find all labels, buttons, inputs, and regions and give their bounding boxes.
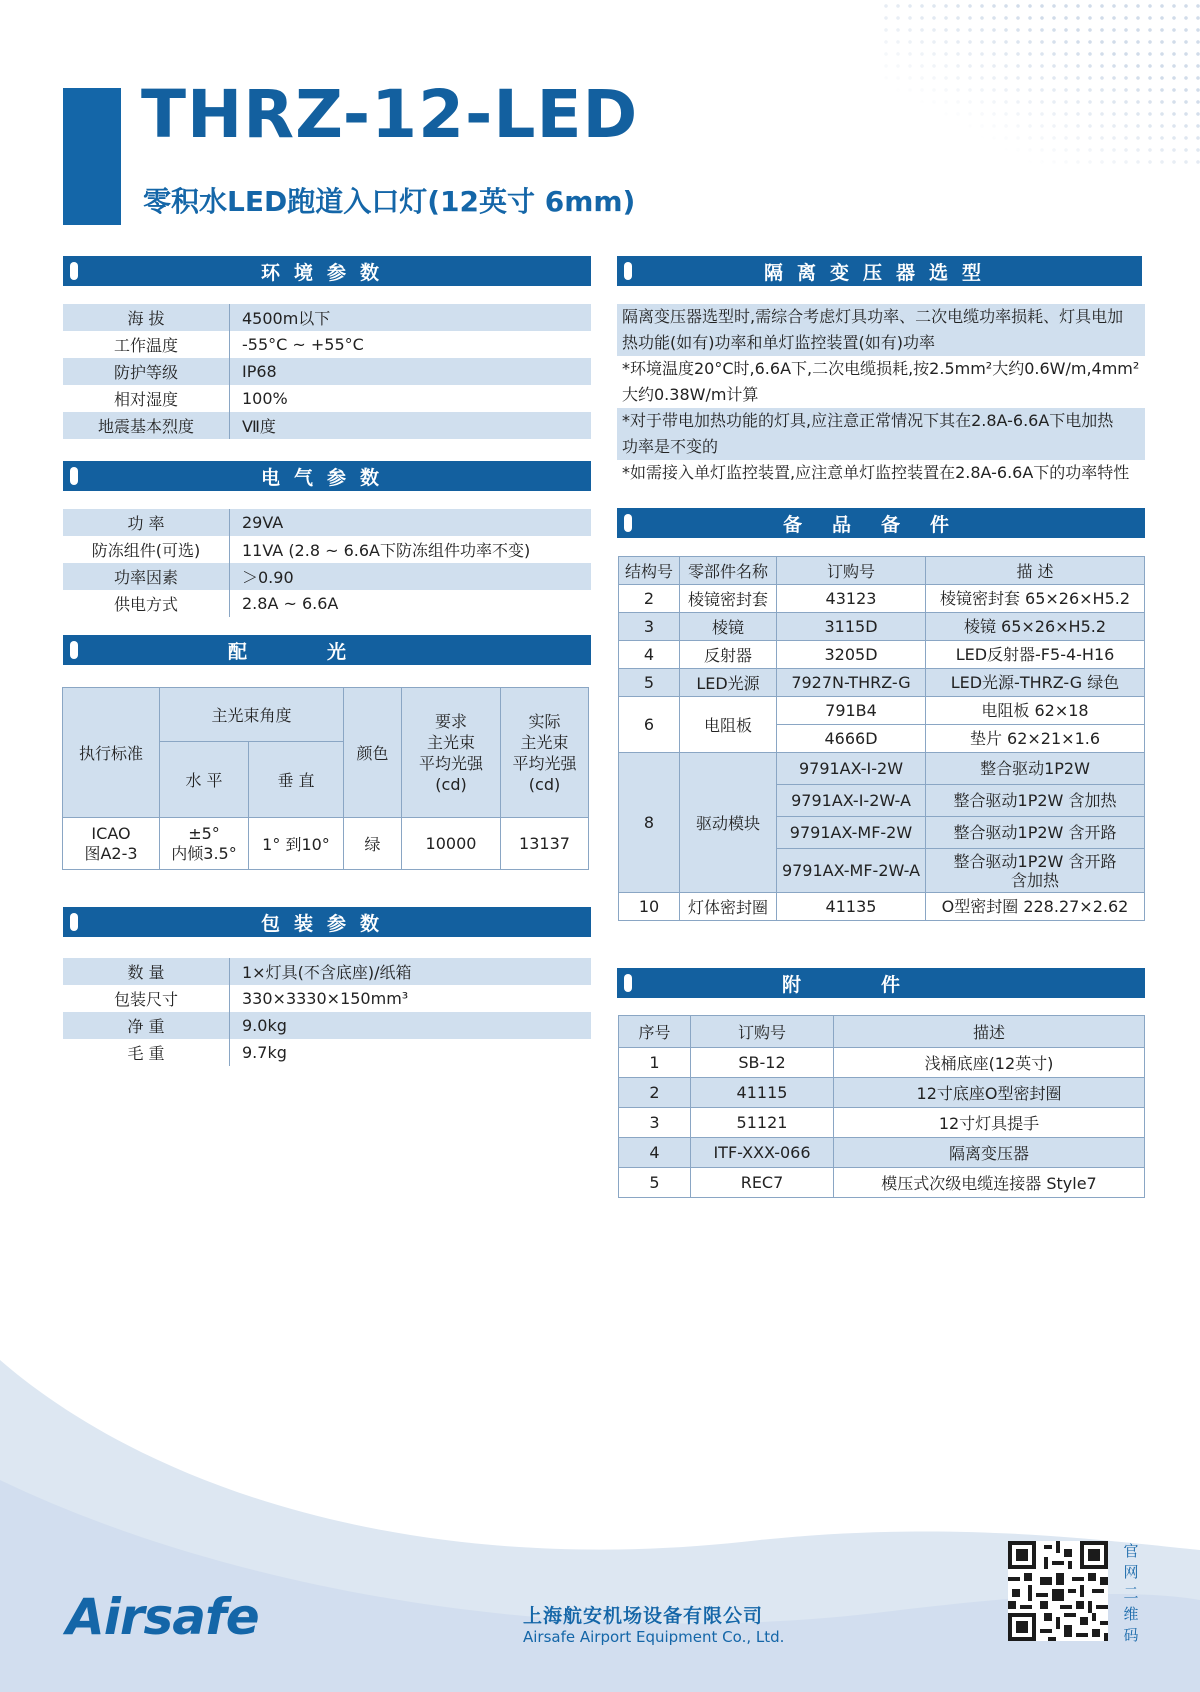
pack-row (63, 958, 591, 985)
accessories-no: 3 (619, 1108, 691, 1138)
env-value: 4500m以下 (242, 309, 331, 328)
section-transformer-header: 隔离变压器选型 (617, 256, 1142, 286)
env-value: Ⅶ度 (242, 417, 276, 436)
section-pill-icon (70, 641, 78, 659)
spares-name: 电阻板 (680, 697, 777, 753)
pack-label: 毛 重 (63, 1039, 230, 1066)
accessories-code: 41115 (691, 1078, 834, 1108)
accessories-header-row (619, 1016, 1145, 1048)
env-row (63, 358, 591, 385)
elec-value: ＞0.90 (242, 568, 294, 587)
optics-h-required: 要求 主光束 平均光强 (cd) (402, 688, 501, 818)
optics-actual: 13137 (501, 818, 589, 870)
env-label: 防护等级 (63, 358, 230, 385)
transformer-note-line: 隔离变压器选型时,需综合考虑灯具功率、二次电缆功率损耗、灯具电加 (617, 304, 1145, 330)
accessories-row (619, 1138, 1145, 1168)
spares-no: 5 (619, 669, 680, 697)
elec-label: 供电方式 (63, 590, 230, 617)
spares-header-cell: 结构号 (619, 557, 680, 585)
env-row (63, 304, 591, 331)
spares-no: 2 (619, 585, 680, 613)
spares-header-cell: 描 述 (926, 557, 1145, 585)
env-label: 海 拔 (63, 304, 230, 331)
section-pill-icon (70, 262, 78, 280)
spares-name: 灯体密封圈 (680, 893, 777, 921)
env-value: IP68 (242, 362, 277, 381)
elec-value: 2.8A ~ 6.6A (242, 594, 339, 613)
accessories-desc: 12寸灯具提手 (834, 1108, 1145, 1138)
elec-row (63, 563, 591, 590)
optics-vertical: 1° 到10° (249, 818, 344, 870)
pack-value: 1×灯具(不含底座)/纸箱 (242, 963, 412, 982)
spares-name: 棱镜密封套 (680, 585, 777, 613)
transformer-note-line: *环境温度20°C时,6.6A下,二次电缆损耗,按2.5mm²大约0.6W/m,4mm² (622, 359, 1140, 378)
header-accent-bar (63, 88, 121, 225)
section-pill-icon (70, 467, 78, 485)
qr-code-icon (1008, 1541, 1108, 1641)
company-name-cn: 上海航安机场设备有限公司 (523, 1605, 764, 1627)
pack-row (63, 985, 591, 1012)
accessories-no: 5 (619, 1168, 691, 1198)
spares-code: 9791AX-I-2W (777, 753, 926, 785)
pack-value: 9.7kg (242, 1043, 287, 1062)
env-label: 相对湿度 (63, 385, 230, 412)
optics-h-actual: 实际 主光束 平均光强 (cd) (501, 688, 589, 818)
spares-name: 驱动模块 (680, 753, 777, 893)
pack-label: 净 重 (63, 1012, 230, 1039)
section-spares-header: 备品备件 (617, 508, 1145, 538)
accessories-row (619, 1108, 1145, 1138)
pack-label: 包装尺寸 (63, 985, 230, 1012)
spares-desc: 电阻板 62×18 (926, 697, 1145, 725)
spares-desc: 整合驱动1P2W (926, 753, 1145, 785)
pack-label: 数 量 (63, 958, 230, 985)
spares-header-cell: 订购号 (777, 557, 926, 585)
optics-color: 绿 (344, 818, 402, 870)
product-title: THRZ-12-LED (141, 76, 639, 153)
section-pack-header: 包装参数 (63, 907, 591, 937)
optics-standard: ICAO 图A2-3 (63, 818, 160, 870)
transformer-note-line: 热功能(如有)功率和单灯监控装置(如有)功率 (617, 330, 1145, 356)
spares-code: 9791AX-I-2W-A (777, 785, 926, 817)
spares-code: 3115D (777, 613, 926, 641)
elec-row (63, 509, 591, 536)
section-pill-icon (624, 514, 632, 532)
accessories-no: 1 (619, 1048, 691, 1078)
spares-row (619, 753, 1145, 785)
transformer-notes (617, 304, 1145, 486)
transformer-note-line: *如需接入单灯监控装置,应注意单灯监控装置在2.8A-6.6A下的功率特性 (622, 463, 1130, 482)
pack-row (63, 1012, 591, 1039)
spares-code: 4666D (777, 725, 926, 753)
accessories-code: 51121 (691, 1108, 834, 1138)
pack-row (63, 1039, 591, 1066)
env-label: 地震基本烈度 (63, 412, 230, 439)
spares-desc: LED反射器-F5-4-H16 (926, 641, 1145, 669)
pack-value: 330×3330×150mm³ (242, 989, 409, 1008)
optics-h-beam: 主光束角度 (160, 688, 344, 742)
accessories-code: REC7 (691, 1168, 834, 1198)
spares-desc: 整合驱动1P2W 含开路 (926, 817, 1145, 849)
spares-name: 棱镜 (680, 613, 777, 641)
optics-h-vertical: 垂 直 (249, 742, 344, 818)
transformer-note-line: 功率是不变的 (617, 434, 1145, 460)
elec-row (63, 536, 591, 563)
pack-params (63, 958, 591, 1066)
spares-row (619, 669, 1145, 697)
env-row (63, 412, 591, 439)
spares-code: 41135 (777, 893, 926, 921)
spares-table (618, 556, 1145, 921)
accessories-row (619, 1168, 1145, 1198)
section-accessories-header: 附件 (617, 968, 1145, 998)
accessories-row (619, 1048, 1145, 1078)
accessories-code: ITF-XXX-066 (691, 1138, 834, 1168)
spares-desc: 棱镜 65×26×H5.2 (926, 613, 1145, 641)
spares-code: 791B4 (777, 697, 926, 725)
spares-name: LED光源 (680, 669, 777, 697)
section-env-header: 环境参数 (63, 256, 591, 286)
env-row (63, 331, 591, 358)
spares-row (619, 613, 1145, 641)
elec-params (63, 509, 591, 617)
accessories-header-cell: 描述 (834, 1016, 1145, 1048)
spares-desc: 整合驱动1P2W 含加热 (926, 785, 1145, 817)
elec-value: 11VA (2.8 ~ 6.6A下防冻组件功率不变) (242, 541, 531, 560)
spares-desc: 棱镜密封套 65×26×H5.2 (926, 585, 1145, 613)
optics-h-color: 颜色 (344, 688, 402, 818)
elec-label: 功 率 (63, 509, 230, 536)
dot-pattern (880, 0, 1200, 170)
accessories-no: 2 (619, 1078, 691, 1108)
env-value: 100% (242, 389, 288, 408)
env-params (63, 304, 591, 439)
spares-desc: 整合驱动1P2W 含开路 含加热 (926, 849, 1145, 893)
spares-desc: O型密封圈 228.27×2.62 (926, 893, 1145, 921)
section-pill-icon (70, 913, 78, 931)
spares-no: 3 (619, 613, 680, 641)
section-pill-icon (624, 974, 632, 992)
elec-label: 功率因素 (63, 563, 230, 590)
spares-name: 反射器 (680, 641, 777, 669)
spares-no: 10 (619, 893, 680, 921)
optics-h-horizontal: 水 平 (160, 742, 249, 818)
accessories-code: SB-12 (691, 1048, 834, 1078)
transformer-note-line: *对于带电加热功能的灯具,应注意正常情况下其在2.8A-6.6A下电加热 (617, 408, 1145, 434)
elec-row (63, 590, 591, 617)
section-optics-header: 配光 (63, 635, 591, 665)
accessories-header-cell: 订购号 (691, 1016, 834, 1048)
spares-row (619, 893, 1145, 921)
qr-label: 官网二维码 (1123, 1542, 1139, 1644)
accessories-desc: 模压式次级电缆连接器 Style7 (834, 1168, 1145, 1198)
accessories-desc: 浅桶底座(12英寸) (834, 1048, 1145, 1078)
spares-desc: LED光源-THRZ-G 绿色 (926, 669, 1145, 697)
env-label: 工作温度 (63, 331, 230, 358)
spares-row (619, 641, 1145, 669)
spares-no: 6 (619, 697, 680, 753)
accessories-desc: 隔离变压器 (834, 1138, 1145, 1168)
optics-horizontal: ±5° 内倾3.5° (160, 818, 249, 870)
product-subtitle: 零积水LED跑道入口灯(12英寸 6mm) (143, 185, 636, 218)
spares-no: 4 (619, 641, 680, 669)
spares-header-cell: 零部件名称 (680, 557, 777, 585)
accessories-no: 4 (619, 1138, 691, 1168)
spares-code: 9791AX-MF-2W-A (777, 849, 926, 893)
section-elec-header: 电气参数 (63, 461, 591, 491)
elec-label: 防冻组件(可选) (63, 536, 230, 563)
pack-value: 9.0kg (242, 1016, 287, 1035)
transformer-note-line: 大约0.38W/m计算 (622, 385, 759, 404)
accessories-row (619, 1078, 1145, 1108)
spares-row (619, 585, 1145, 613)
airsafe-logo: Airsafe (66, 1588, 259, 1646)
company-name-en: Airsafe Airport Equipment Co., Ltd. (523, 1628, 785, 1646)
env-row (63, 385, 591, 412)
spares-desc: 垫片 62×21×1.6 (926, 725, 1145, 753)
optics-required: 10000 (402, 818, 501, 870)
spares-code: 3205D (777, 641, 926, 669)
spares-header-row (619, 557, 1145, 585)
accessories-table (618, 1015, 1145, 1198)
spares-code: 9791AX-MF-2W (777, 817, 926, 849)
env-value: -55°C ~ +55°C (242, 335, 364, 354)
spares-code: 7927N-THRZ-G (777, 669, 926, 697)
spares-code: 43123 (777, 585, 926, 613)
section-pill-icon (624, 262, 632, 280)
spares-no: 8 (619, 753, 680, 893)
spares-row (619, 697, 1145, 725)
optics-table (62, 687, 589, 870)
optics-h-standard: 执行标准 (63, 688, 160, 818)
accessories-desc: 12寸底座O型密封圈 (834, 1078, 1145, 1108)
accessories-header-cell: 序号 (619, 1016, 691, 1048)
elec-value: 29VA (242, 513, 284, 532)
